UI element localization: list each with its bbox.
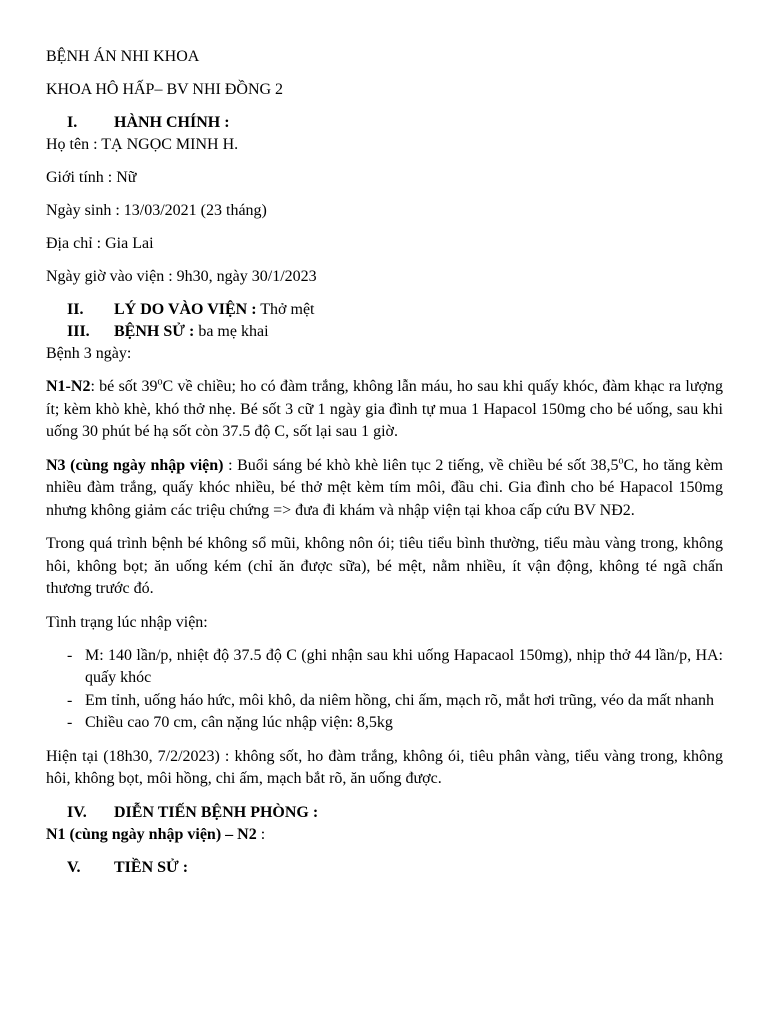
current-status: Hiện tại (18h30, 7/2/2023) : không sốt, ho đàm trắng, không ói, tiêu phân vàng, tiểu vàng trong, không hôi, không bọt, môi hồng, chi ấm, mạch bắt rõ, ăn uống được.	[46, 747, 723, 787]
section-heading-progress	[46, 802, 723, 824]
document-title: BỆNH ÁN NHI KHOA	[46, 48, 200, 65]
history-n3	[46, 455, 723, 523]
paragraph-text: C, ho tăng kèm nhiều đàm trắng, quấy khóc nhiều, bé thở mệt kèm tím môi, đầu chi. Gia đình cho bé Hapacol 150mg nhưng không giảm các triệu chứng => đưa đi khám và nhập viện tại khoa cấp cứu BV NĐ2.	[46, 456, 723, 519]
section-number: III.	[67, 323, 90, 340]
patient-gender: Giới tính : Nữ	[46, 169, 137, 186]
section-title: DIỄN TIẾN BỆNH PHÒNG :	[114, 803, 319, 821]
history-n1-n2	[46, 376, 723, 444]
degree-sup: o	[157, 376, 163, 388]
section-heading-admin	[46, 112, 723, 134]
section-number: I.	[67, 114, 78, 131]
dash-bullet: -	[67, 714, 73, 731]
document-page	[46, 46, 723, 879]
section-content	[114, 299, 314, 321]
list-item-text: Chiều cao 70 cm, cân nặng lúc nhập viện: 8,5kg	[85, 714, 393, 731]
section-heading-history	[46, 321, 723, 343]
patient-dob: Ngày sinh : 13/03/2021 (23 tháng)	[46, 202, 267, 219]
section-heading-reason	[46, 299, 723, 321]
admission-status-intro: Tình trạng lúc nhập viện:	[46, 613, 208, 631]
progress-label: N1 (cùng ngày nhập viện) – N2	[46, 825, 257, 843]
admission-status-list	[46, 645, 723, 735]
dash-bullet: -	[67, 691, 73, 709]
history-course: Trong quá trình bệnh bé không sổ mũi, không nôn ói; tiêu tiểu bình thường, tiểu màu vàng trong, không hôi, không bọt; ăn uống kém (chỉ ăn được sữa), bé mệt, nằm nhiều, ít vận động, không té ngã chấn thương trước đó.	[46, 535, 723, 597]
patient-address: Địa chỉ : Gia Lai	[46, 235, 154, 252]
section-title: BỆNH SỬ :	[114, 323, 195, 340]
department-line: KHOA HÔ HẤP– BV NHI ĐỒNG 2	[46, 81, 284, 98]
section-content	[114, 321, 269, 343]
paragraph-text: C về chiều; ho có đàm trắng, không lẫn máu, ho sau khi quấy khóc, đàm khạc ra lượng ít; kèm khò khè, khó thở nhẹ. Bé sốt 3 cữ 1 ngày gia đình tự mua 1 Hapacol 150mg cho bé uống, sau khi uống 30 phút bé hạ sốt còn 37.5 độ C, sốt lại sau 1 giờ.	[46, 378, 723, 440]
list-item	[46, 690, 723, 713]
history-intro: Bệnh 3 ngày:	[46, 345, 132, 362]
progress-entry	[46, 824, 723, 846]
reason-value: Thở mệt	[256, 301, 315, 318]
paragraph-text: : bé sốt 39	[90, 378, 158, 395]
day-label: N3 (cùng ngày nhập viện)	[46, 456, 224, 474]
list-item-text: Em tỉnh, uống háo hức, môi khô, da niêm hồng, chi ấm, mạch rõ, mắt hơi trũng, véo da mất nhanh	[85, 691, 715, 709]
section-heading-past-history	[46, 857, 723, 879]
list-item	[46, 645, 723, 690]
section-number: II.	[67, 301, 84, 318]
day-label: N1-N2	[46, 378, 91, 395]
admission-time: Ngày giờ vào viện : 9h30, ngày 30/1/2023	[46, 268, 317, 285]
list-item	[46, 712, 723, 735]
history-source: ba mẹ khai	[194, 323, 269, 340]
list-item-text: M: 140 lần/p, nhiệt độ 37.5 độ C (ghi nhận sau khi uống Hapacaol 150mg), nhịp thở 44 lần/p, HA: quấy khóc	[85, 646, 723, 686]
section-number: V.	[67, 858, 81, 876]
section-title: LÝ DO VÀO VIỆN :	[114, 301, 257, 318]
progress-suffix: :	[256, 825, 266, 843]
section-title: HÀNH CHÍNH :	[114, 114, 230, 131]
paragraph-text: : Buổi sáng bé khò khè liên tục 2 tiếng, về chiều bé sốt 38,5	[223, 456, 619, 474]
section-title: TIỀN SỬ :	[114, 858, 189, 876]
dash-bullet: -	[67, 646, 73, 664]
degree-sup: o	[618, 455, 624, 467]
patient-name: Họ tên : TẠ NGỌC MINH H.	[46, 136, 239, 153]
section-number: IV.	[67, 803, 87, 821]
